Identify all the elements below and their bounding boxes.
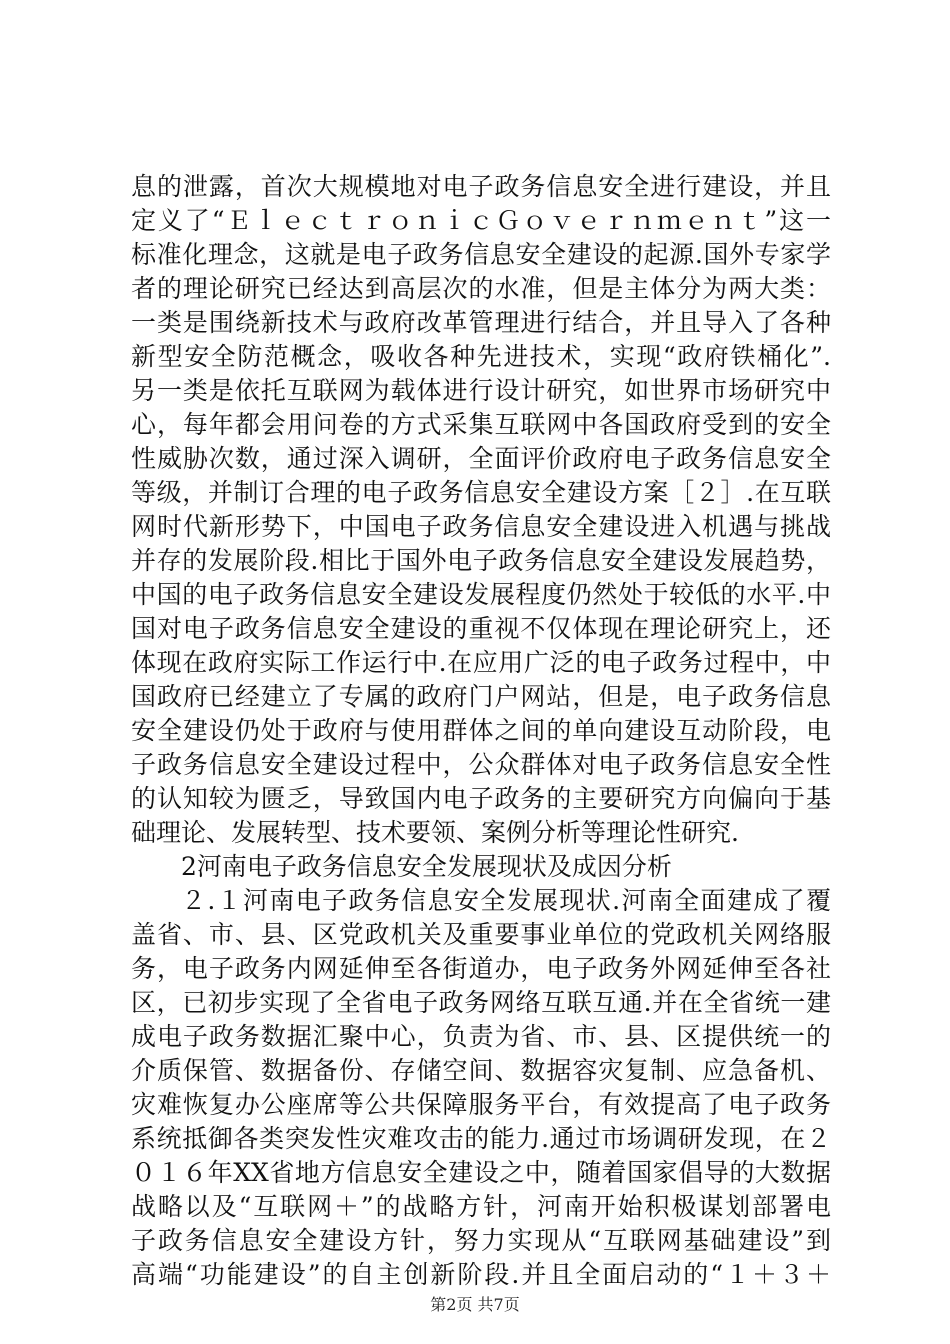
text-line: ２.１河南电子政务信息安全发展现状.河南全面建成了覆 bbox=[181, 886, 831, 915]
text-line: ０１６年XX省地方信息安全建设之中，随着国家倡导的大数据 bbox=[131, 1158, 831, 1187]
text-line: 另一类是依托互联网为载体进行设计研究，如世界市场研究中 bbox=[131, 376, 831, 405]
text-line: 区，已初步实现了全省电子政务网络互联互通.并在全省统一建 bbox=[131, 988, 831, 1017]
page-number-label: 第2页 共7页 bbox=[430, 1295, 520, 1314]
text-line: 成电子政务数据汇聚中心，负责为省、市、县、区提供统一的 bbox=[131, 1022, 831, 1051]
text-line: 网时代新形势下，中国电子政务信息安全建设进入机遇与挑战 bbox=[131, 512, 831, 541]
text-line: 灾难恢复办公座席等公共保障服务平台，有效提高了电子政务 bbox=[131, 1090, 831, 1119]
text-line: 战略以及“互联网＋”的战略方针，河南开始积极谋划部署电 bbox=[131, 1192, 831, 1221]
text-line: 息的泄露，首次大规模地对电子政务信息安全进行建设，并且 bbox=[131, 172, 831, 201]
text-line: 新型安全防范概念，吸收各种先进技术，实现“政府铁桶化”. bbox=[131, 342, 831, 371]
text-line: 中国的电子政务信息安全建设发展程度仍然处于较低的水平.中 bbox=[131, 580, 831, 609]
text-line: 一类是围绕新技术与政府改革管理进行结合，并且导入了各种 bbox=[131, 308, 831, 337]
text-line: 体现在政府实际工作运行中.在应用广泛的电子政务过程中，中 bbox=[131, 648, 831, 677]
text-line: 的认知较为匮乏，导致国内电子政务的主要研究方向偏向于基 bbox=[131, 784, 831, 813]
section-heading: 2河南电子政务信息安全发展现状及成因分析 bbox=[181, 852, 672, 881]
text-line: 盖省、市、县、区党政机关及重要事业单位的党政机关网络服 bbox=[131, 920, 831, 949]
text-line: 介质保管、数据备份、存储空间、数据容灾复制、应急备机、 bbox=[131, 1056, 831, 1085]
text-line: 定义了“ＥｌｅｃｔｒｏｎｉｃＧｏｖｅｒｎｍｅｎｔ”这一 bbox=[131, 206, 831, 235]
text-line: 心，每年都会用问卷的方式采集互联网中各国政府受到的安全 bbox=[131, 410, 831, 439]
body-text bbox=[131, 170, 831, 1292]
text-line: 系统抵御各类突发性灾难攻击的能力.通过市场调研发现，在２ bbox=[131, 1124, 831, 1153]
text-line: 子政务信息安全建设方针，努力实现从“互联网基础建设”到 bbox=[131, 1226, 831, 1255]
text-line: 标准化理念，这就是电子政务信息安全建设的起源.国外专家学 bbox=[131, 240, 831, 269]
text-line: 并存的发展阶段.相比于国外电子政务信息安全建设发展趋势， bbox=[131, 546, 831, 575]
text-line: 国对电子政务信息安全建设的重视不仅体现在理论研究上，还 bbox=[131, 614, 831, 643]
text-line: 国政府已经建立了专属的政府门户网站，但是，电子政务信息 bbox=[131, 682, 831, 711]
text-line: 子政务信息安全建设过程中，公众群体对电子政务信息安全性 bbox=[131, 750, 831, 779]
text-line: 础理论、发展转型、技术要领、案例分析等理论性研究. bbox=[131, 818, 739, 847]
text-line: 务，电子政务内网延伸至各街道办，电子政务外网延伸至各社 bbox=[131, 954, 831, 983]
text-line: 等级，并制订合理的电子政务信息安全建设方案［２］.在互联 bbox=[131, 478, 831, 507]
page-footer bbox=[0, 1295, 950, 1315]
text-line: 性威胁次数，通过深入调研，全面评价政府电子政务信息安全 bbox=[131, 444, 831, 473]
text-line: 高端“功能建设”的自主创新阶段.并且全面启动的“１＋３＋ bbox=[131, 1260, 831, 1289]
text-line: 者的理论研究已经达到高层次的水准，但是主体分为两大类： bbox=[131, 274, 831, 303]
text-line: 安全建设仍处于政府与使用群体之间的单向建设互动阶段，电 bbox=[131, 716, 831, 745]
